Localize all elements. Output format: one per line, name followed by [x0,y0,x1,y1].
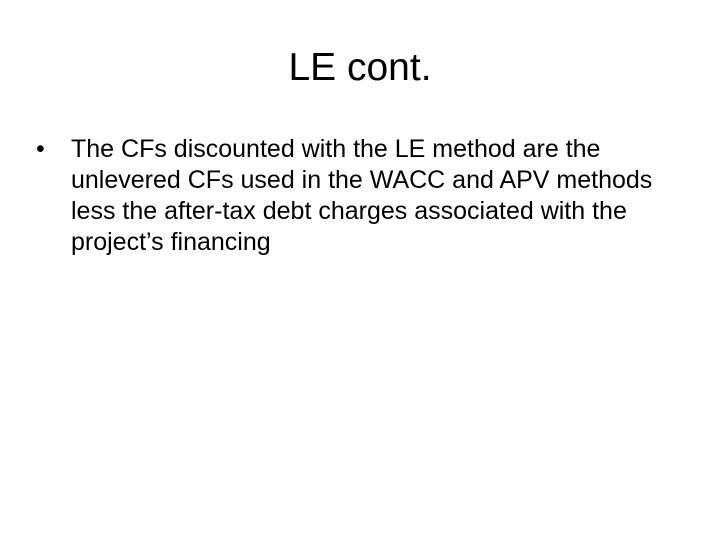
bullet-list [36,134,686,258]
bullet-text: The CFs discounted with the LE method are the unlevered CFs used in the WACC and APV methods less the after-tax debt charges associated with the project’s financing [71,135,653,256]
bullet-marker: • [36,135,45,163]
slide-title: LE cont. [288,46,432,89]
bullet-item [36,134,686,258]
